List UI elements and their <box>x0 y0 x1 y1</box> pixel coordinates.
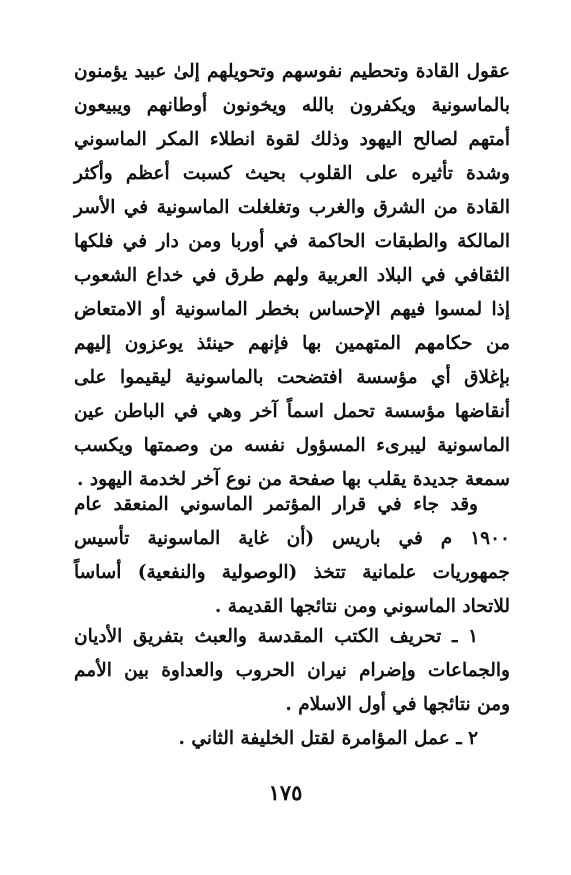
list-item-text: ١ ـ تحريف الكتب المقدسة والعبث بتفريق الأديان والجماعات وإضرام نيران الحروب والعداوة بين الأمم ومن نتائجها في أول الاسلام . <box>74 626 510 715</box>
paragraph-text: عقول القادة وتحطيم نفوسهم وتحويلهم إلىٰ عبيد يؤمنون بالماسونية ويكفرون بالله ويخونون أوطانهم ويبيعون أمتهم لصالح اليهود وذلك لقوة انطلاء المكر الماسوني وشدة تأثيره على القلوب بحيث كسبت أعظم وأكثر القادة من الشرق والغرب وتغلغلت الماسونية في الأسر المالكة والطبقات الحاكمة في أوربا ومن دار في فلكها الثقافي في البلاد العربية ولهم طرق في خداع الشعوب إذا لمسوا فيهم الإحساس بخطر الماسونية أو الامتعاض من حكامهم المتهمين بها فإنهم حينئذ يوعزون إليهم بإغلاق أي مؤسسة افتضحت بالماسونية ليقيموا على أنقاضها مؤسسة تحمل اسماً آخر وهي في الباطن عين الماسونية ليبرىء المسؤول نفسه من وصمتها ويكسب سمعة جديدة يقلب بها صفحة من نوع آخر لخدمة اليهود . <box>74 61 510 490</box>
list-item-2 <box>74 722 510 756</box>
list-item-1 <box>74 620 510 722</box>
paragraph-paris-congress <box>74 488 510 624</box>
paragraph-masonic-influence <box>74 55 510 497</box>
page-number: ١٧٥ <box>268 780 303 805</box>
list-item-text: ٢ ـ عمل المؤامرة لقتل الخليفة الثاني . <box>178 728 478 749</box>
paragraph-text: وقد جاء في قرار المؤتمر الماسوني المنعقد عام ١٩٠٠ م في باريس (أن غاية الماسونية تأسيس جمهوريات علمانية تتخذ (الوصولية والنفعية) أساساً للاتحاد الماسوني ومن نتائجها القديمة . <box>74 494 510 617</box>
